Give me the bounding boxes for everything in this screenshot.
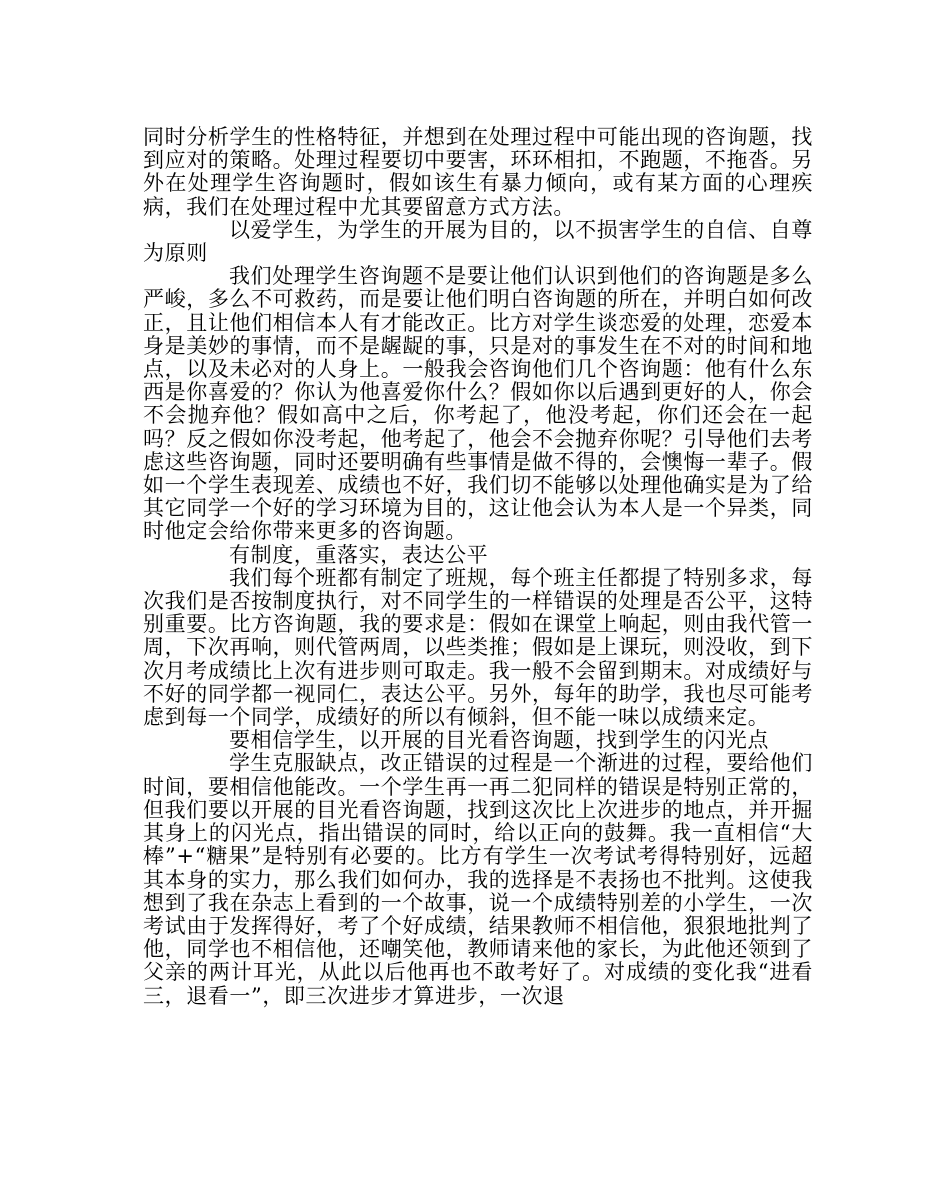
heading-fairness: 有制度，重落实，表达公平 (229, 542, 489, 567)
heading-love-students: 以爱学生，为学生的开展为目的，以不损害学生的自信、自尊为原则 (143, 217, 813, 266)
paragraph-progress: 学生克服缺点，改正错误的过程是一个渐进的过程，要给他们时间，要相信他能改。一个学生再一再二犯同样的错误是特别正常的，但我们要以开展的目光看咨询题，找到这次比上次进步的地点，并开掘其身上的闪光点，指出错误的同时，给以正向的鼓舞。我一直相信“大棒”+“糖果”是特别有必要的。比方有学生一次考试考得特别好，远超其本身的实力，那么我们如何办，我的选择是不表扬也不批判。这使我想到了我在杂志上看到的一个故事，说一个成绩特别差的小学生，一次考试由于发挥得好，考了个好成绩，结果教师不相信他，狠狠地批判了他，同学也不相信他，还嘲笑他，教师请来他的家长，为此他还领到了父亲的两计耳光，从此以后他再也不敢考好了。对成绩的变化我“进看三，退看一”，即三次进步才算进步，一次退 (143, 751, 813, 1008)
paragraph-handling-problems: 我们处理学生咨询题不是要让他们认识到他们的咨询题是多么严峻，多么不可救药，而是要让他们明白咨询题的所在，并明白如何改正，且让他们相信本人有才能改正。比方对学生谈恋爱的处理，恋爱本身是美妙的事情，而不是龌龊的事，只是对的事发生在不对的时间和地点，以及未必对的人身上。一般我会咨询他们几个咨询题：他有什么东西是你喜爱的？你认为他喜爱你什么？假如你以后遇到更好的人，你会不会抛弃他？假如高中之后，你考起了，他没考起，你们还会在一起吗？反之假如你没考起，他考起了，他会不会抛弃你呢？引导他们去考虑这些咨询题，同时还要明确有些事情是做不得的，会懊悔一辈子。假如一个学生表现差、成绩也不好，我们切不能够以处理他确实是为了给其它同学一个好的学习环境为目的，这让他会认为本人是一个异类，同时他定会给你带来更多的咨询题。 (143, 264, 813, 544)
heading-trust-students: 要相信学生，以开展的目光看咨询题，找到学生的闪光点 (229, 728, 769, 753)
paragraph-class-rules: 我们每个班都有制定了班规，每个班主任都提了特别多求，每次我们是否按制度执行，对不同学生的一样错误的处理是否公平，这特别重要。比方咨询题，我的要求是：假如在课堂上响起，则由我代管一周，下次再响，则代管两周，以些类推；假如是上课玩，则没收，到下次月考成绩比上次有进步则可取走。我一般不会留到期末。对成绩好与不好的同学都一视同仁，表达公平。另外，每年的助学，我也尽可能考虑到每一个同学，成绩好的所以有倾斜，但不能一味以成绩来定。 (143, 565, 813, 730)
paragraph-analysis: 同时分析学生的性格特征，并想到在处理过程中可能出现的咨询题，找到应对的策略。处理过程要切中要害，环环相扣，不跑题，不拖沓。另外在处理学生咨询题时，假如该生有暴力倾向，或有某方面的心理疾病，我们在处理过程中尤其要留意方式方法。 (143, 125, 813, 219)
document-page (143, 126, 813, 1008)
